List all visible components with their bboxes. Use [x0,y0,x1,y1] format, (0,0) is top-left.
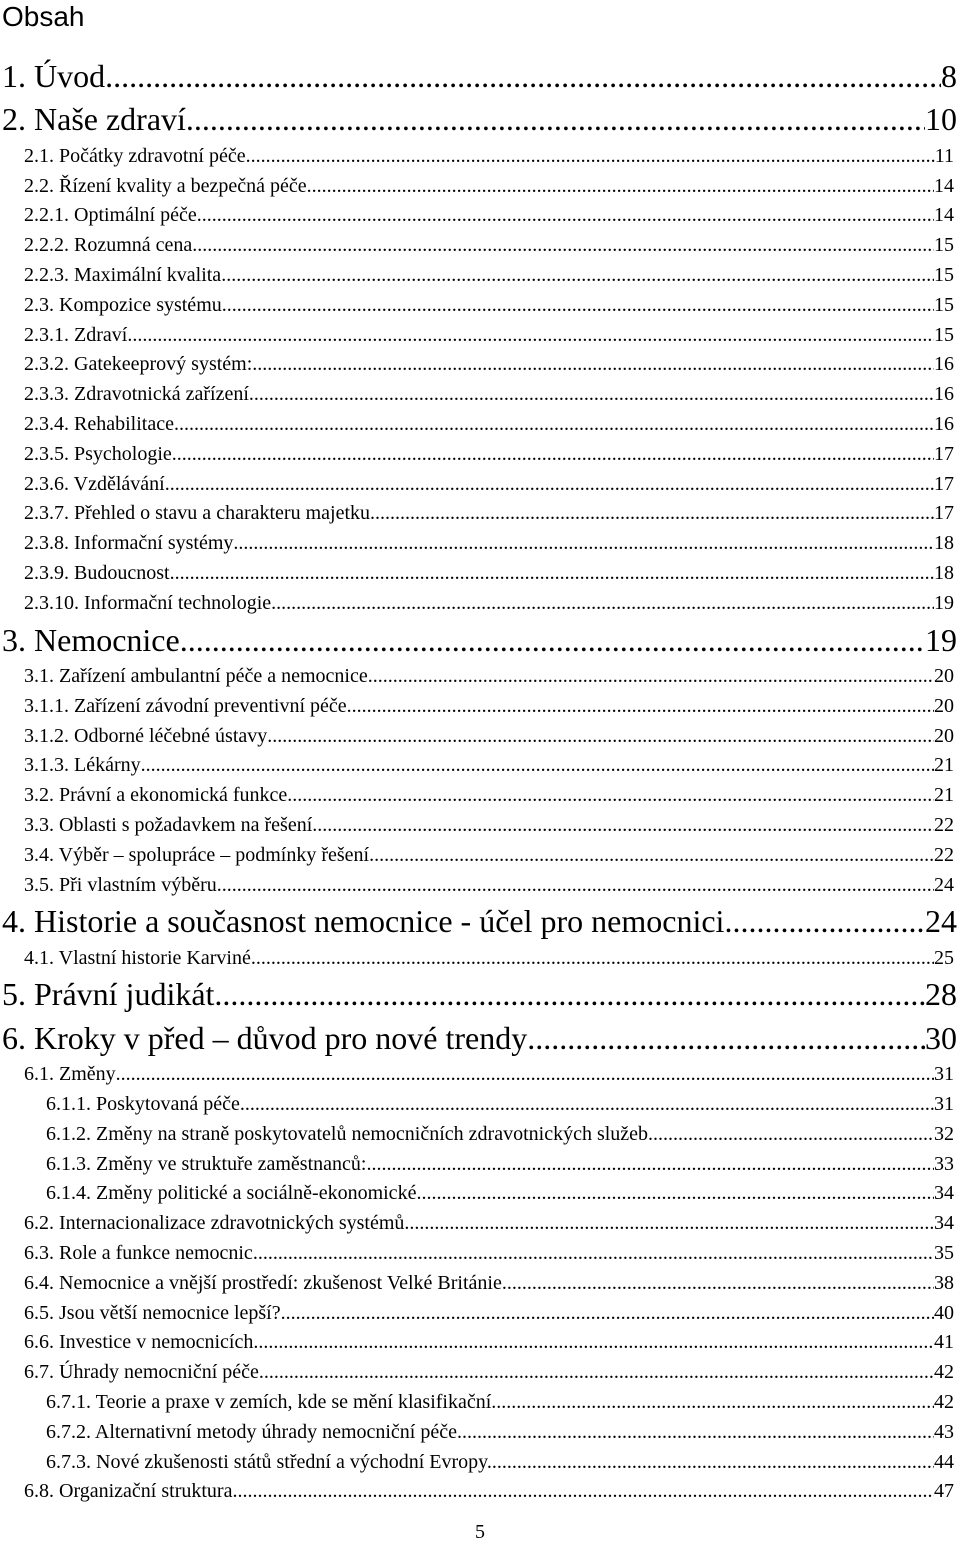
dot-leader [240,1090,934,1120]
toc-entry[interactable] [0,619,960,662]
dot-leader [116,1060,934,1090]
toc-entry-page: 40 [934,1301,954,1324]
toc-entry-page: 34 [934,1182,954,1205]
toc-entry-page: 24 [925,903,957,940]
dot-leader [252,350,934,380]
dot-leader [366,1150,934,1180]
toc-entry[interactable] [0,231,960,261]
toc-entry[interactable] [0,1269,960,1299]
toc-entry-title: 2.3.6. Vzdělávání [24,472,165,495]
toc-entry-title: 2.2.1. Optimální péče [24,204,197,227]
toc-entry-page: 20 [934,664,954,687]
toc-entry-title: 5. Právní judikát [2,976,215,1013]
toc-entry-page: 30 [925,1019,957,1056]
dot-leader [214,973,925,1016]
toc-entry-title: 4.1. Vlastní historie Karviné [24,946,251,969]
toc-entry-title: 6. Kroky v před – důvod pro nové trendy [2,1019,528,1056]
dot-leader [127,321,934,351]
dot-leader [192,231,934,261]
toc-entry[interactable] [0,1418,960,1448]
page-number: 5 [475,1521,485,1543]
toc-entry-page: 18 [934,532,954,555]
toc-entry-title: 2. Naše zdraví [2,101,186,138]
toc-entry-title: 3.5. Při vlastním výběru [24,873,217,896]
toc-entry[interactable] [0,440,960,470]
dot-leader [246,142,935,172]
toc-entry-title: 2.2.3. Maximální kvalita [24,263,222,286]
dot-leader [105,55,941,98]
toc-entry-page: 8 [941,58,957,94]
toc-entry-page: 31 [934,1063,954,1086]
toc-heading: Obsah [2,1,85,32]
toc-entry[interactable] [0,1090,960,1120]
toc-entry-title: 2.3.5. Psychologie [24,442,172,465]
toc-entry[interactable] [0,1477,960,1507]
toc-entry[interactable] [0,871,960,901]
toc-entry-title: 6.1.4. Změny politické a sociálně-ekonomické [46,1182,417,1205]
toc-entry[interactable] [0,261,960,291]
dot-leader [416,1179,934,1209]
toc-entry-page: 28 [925,976,957,1013]
toc-entry-title: 3.1.3. Lékárny [24,754,141,777]
toc-entry[interactable] [0,1150,960,1180]
toc-entry-page: 24 [934,873,954,896]
dot-leader [180,619,925,662]
toc-entry-title: 2.3.9. Budoucnost [24,561,170,584]
toc-entry-title: 6.7.1. Teorie a praxe v zemích, kde se mění klasifikační [46,1391,492,1414]
toc-entry[interactable] [0,1179,960,1209]
toc-entry[interactable] [0,410,960,440]
toc-entry-page: 15 [934,323,954,346]
dot-leader [287,781,934,811]
toc-entry-page: 22 [934,843,954,866]
dot-leader [492,1448,934,1478]
toc-entry-page: 32 [934,1122,954,1145]
dot-leader [217,871,934,901]
dot-leader [165,470,934,500]
toc-entry-page: 11 [934,144,954,167]
toc-entry-page: 18 [934,561,954,584]
toc-entry[interactable] [0,142,960,172]
toc-entry-title: 4. Historie a současnost nemocnice - účel pro nemocnici [2,903,725,940]
dot-leader [281,1299,934,1329]
toc-entry[interactable] [0,662,960,692]
toc-entry-title: 6.1. Změny [24,1063,116,1086]
toc-entry-page: 44 [934,1450,954,1473]
toc-entry[interactable] [0,1448,960,1478]
toc-entry-page: 17 [934,502,954,525]
toc-entry[interactable] [0,201,960,231]
toc-entry-page: 33 [934,1152,954,1175]
toc-entry[interactable] [0,722,960,752]
dot-leader [369,841,934,871]
toc-entry[interactable] [0,350,960,380]
toc-entry-page: 21 [934,754,954,777]
dot-leader [502,1269,934,1299]
toc-entry-page: 17 [934,472,954,495]
dot-leader [370,499,934,529]
toc-entry-title: 3.2. Právní a ekonomická funkce [24,784,288,807]
toc-entry-title: 6.1.3. Změny ve struktuře zaměstnanců: [46,1152,367,1175]
dot-leader [186,98,925,141]
toc-entry[interactable] [0,944,960,974]
toc-entry-page: 15 [934,263,954,286]
toc-entry-page: 19 [925,621,957,658]
toc-entry-title: 2.2. Řízení kvality a bezpečná péče [24,174,307,197]
toc-entry-title: 6.3. Role a funkce nemocnic [24,1242,253,1265]
dot-leader [347,692,934,722]
toc-entry-title: 6.1.2. Změny na straně poskytovatelů nemocničních zdravotnických služeb [46,1122,649,1145]
toc-entry-page: 25 [934,946,954,969]
toc-entry-title: 3.4. Výběr – spolupráce – podmínky řešení [24,843,370,866]
dot-leader [170,559,934,589]
toc-entry-page: 14 [934,174,954,197]
toc-entry[interactable] [0,172,960,202]
toc-entry-title: 2.3.4. Rehabilitace [24,412,174,435]
dot-leader [253,1328,934,1358]
toc-entry-page: 47 [934,1480,954,1503]
dot-leader [232,1477,934,1507]
toc-entry[interactable] [0,811,960,841]
toc-entry[interactable] [0,1388,960,1418]
toc-entry[interactable] [0,900,960,943]
toc-entry-page: 16 [934,383,954,406]
toc-entry-page: 14 [934,204,954,227]
dot-leader [724,900,925,943]
toc-entry-title: 1. Úvod [2,58,106,94]
toc-entry-page: 15 [934,293,954,316]
toc-entry-page: 17 [934,442,954,465]
toc-entry-page: 22 [934,813,954,836]
toc-entry-title: 3.3. Oblasti s požadavkem na řešení [24,813,313,836]
toc-entry-page: 35 [934,1242,954,1265]
toc-entry[interactable] [0,55,960,98]
toc-entry-page: 21 [934,784,954,807]
toc-entry-title: 2.1. Počátky zdravotní péče [24,144,246,167]
dot-leader [141,751,934,781]
toc-entry[interactable] [0,98,960,141]
toc-entry[interactable] [0,321,960,351]
toc-entry[interactable] [0,973,960,1016]
dot-leader [253,1239,934,1269]
toc-entry[interactable] [0,1299,960,1329]
toc-entry-title: 6.7. Úhrady nemocniční péče [24,1361,259,1384]
dot-leader [312,811,934,841]
toc-entry[interactable] [0,470,960,500]
dot-leader [404,1209,934,1239]
toc-entry[interactable] [0,1060,960,1090]
table-of-contents [0,55,960,1507]
dot-leader [271,589,934,619]
toc-entry[interactable] [0,692,960,722]
toc-entry[interactable] [0,751,960,781]
toc-entry-title: 3.1.2. Odborné léčebné ústavy [24,724,268,747]
toc-entry[interactable] [0,1239,960,1269]
toc-entry-title: 2.3.7. Přehled o stavu a charakteru majetku [24,502,370,525]
dot-leader [259,1358,934,1388]
toc-entry-title: 6.1.1. Poskytovaná péče [46,1093,240,1116]
toc-entry-title: 3.1. Zařízení ambulantní péče a nemocnice [24,664,368,687]
toc-entry[interactable] [0,1328,960,1358]
toc-entry-title: 6.5. Jsou větší nemocnice lepší? [24,1301,281,1324]
toc-entry-page: 16 [934,353,954,376]
toc-entry-title: 6.7.3. Nové zkušenosti států střední a východní Evropy. [46,1450,492,1473]
toc-entry-page: 10 [925,101,957,138]
toc-entry-page: 20 [934,694,954,717]
toc-entry-page: 20 [934,724,954,747]
toc-entry-page: 19 [934,591,954,614]
toc-entry-title: 6.4. Nemocnice a vnější prostředí: zkušenost Velké Británie [24,1271,502,1294]
toc-entry-title: 6.8. Organizační struktura [24,1480,233,1503]
toc-entry[interactable] [0,380,960,410]
toc-entry[interactable] [0,1358,960,1388]
toc-entry[interactable] [0,589,960,619]
dot-leader [233,529,934,559]
dot-leader [172,440,934,470]
dot-leader [267,722,934,752]
dot-leader [491,1388,934,1418]
dot-leader [368,662,934,692]
dot-leader [457,1418,934,1448]
toc-entry[interactable] [0,499,960,529]
toc-entry-title: 2.3.3. Zdravotnická zařízení [24,383,249,406]
dot-leader [174,410,934,440]
toc-entry[interactable] [0,291,960,321]
dot-leader [251,944,934,974]
toc-entry-page: 42 [934,1361,954,1384]
toc-entry[interactable] [0,1017,960,1060]
dot-leader [527,1017,925,1060]
toc-entry[interactable] [0,1120,960,1150]
dot-leader [648,1120,934,1150]
dot-leader [222,291,934,321]
toc-entry[interactable] [0,1209,960,1239]
toc-entry-title: 3. Nemocnice [2,621,180,658]
toc-entry-page: 31 [934,1093,954,1116]
toc-entry-page: 42 [934,1391,954,1414]
toc-entry-title: 2.3.8. Informační systémy [24,532,234,555]
dot-leader [307,172,934,202]
toc-entry-title: 2.3.2. Gatekeeprový systém: [24,353,253,376]
toc-entry-page: 38 [934,1271,954,1294]
toc-entry-page: 15 [934,234,954,257]
toc-entry[interactable] [0,559,960,589]
toc-entry-page: 43 [934,1420,954,1443]
toc-entry-title: 6.2. Internacionalizace zdravotnických systémů [24,1212,405,1235]
toc-entry[interactable] [0,781,960,811]
toc-entry-page: 16 [934,412,954,435]
dot-leader [221,261,934,291]
dot-leader [197,201,934,231]
toc-entry[interactable] [0,841,960,871]
toc-entry-title: 2.3.1. Zdraví [24,323,128,346]
toc-entry-title: 3.1.1. Zařízení závodní preventivní péče [24,694,347,717]
toc-entry-page: 41 [934,1331,954,1354]
dot-leader [249,380,934,410]
toc-entry-page: 34 [934,1212,954,1235]
toc-entry-title: 6.6. Investice v nemocnicích [24,1331,254,1354]
toc-entry-title: 2.2.2. Rozumná cena [24,234,193,257]
toc-entry-title: 2.3. Kompozice systému [24,293,222,316]
toc-entry[interactable] [0,529,960,559]
toc-entry-title: 2.3.10. Informační technologie [24,591,272,614]
toc-entry-title: 6.7.2. Alternativní metody úhrady nemocniční péče [46,1420,457,1443]
